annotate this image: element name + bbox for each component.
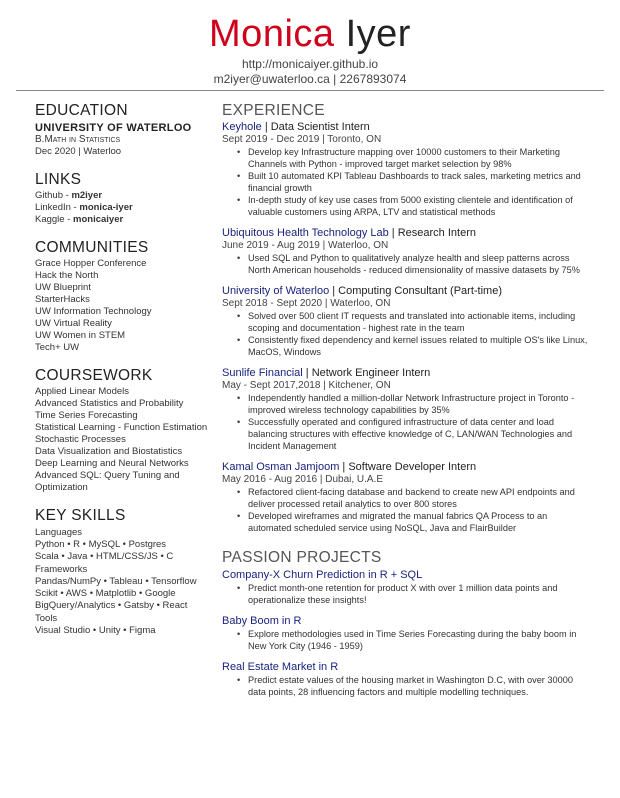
link-value: monica-iyer bbox=[79, 202, 133, 213]
project-entry bbox=[222, 660, 592, 698]
bullet-item: • Consistently fixed dependency and kernel issues related to multiple OS's like Linux, MacOS, Windows bbox=[248, 334, 592, 358]
section-title: COMMUNITIES bbox=[35, 239, 149, 256]
course-item: Time Series Forecasting bbox=[35, 410, 138, 421]
candidate-name bbox=[0, 12, 620, 56]
bullet-item: • Solved over 500 client IT requests and translated into actionable items, including scoping and documentation - highest rate in the team bbox=[248, 310, 592, 334]
skill-line: Scala • Java • HTML/CSS/JS • C bbox=[35, 551, 174, 562]
bullet-item: • Refactored client-facing database and backend to create new API endpoints and deliver processed retail analytics to over 800 stores bbox=[248, 486, 592, 510]
entry-dates-location: May - Sept 2017,2018 | Kitchener, ON bbox=[222, 380, 391, 391]
entry-dates-location: Sept 2019 - Dec 2019 | Toronto, ON bbox=[222, 134, 382, 145]
course-item: Data Visualization and Biostatistics bbox=[35, 446, 183, 457]
link-label: LinkedIn - bbox=[35, 202, 77, 213]
experience-entry bbox=[222, 121, 592, 218]
education-section bbox=[35, 101, 215, 158]
right-column bbox=[222, 101, 592, 706]
section-title: PASSION PROJECTS bbox=[222, 549, 382, 566]
link-item[interactable] bbox=[35, 190, 215, 202]
skill-line: Scikit • AWS • Matplotlib • Google bbox=[35, 588, 176, 599]
role-title: | Computing Consultant (Part-time) bbox=[329, 285, 502, 297]
community-item: UW Women in STEM bbox=[35, 330, 126, 341]
course-item: Optimization bbox=[35, 482, 88, 493]
link-label: Github - bbox=[35, 190, 69, 201]
link-value: monicaiyer bbox=[73, 214, 124, 225]
organization-name: Keyhole bbox=[222, 121, 262, 133]
section-title: KEY SKILLS bbox=[35, 507, 126, 524]
organization-name: University of Waterloo bbox=[222, 285, 330, 297]
bullet-item: • In-depth study of key use cases from 5000 existing clientele and identification of valuable customers using ARPA, LTV and statistical methods bbox=[248, 194, 592, 218]
section-title: COURSEWORK bbox=[35, 367, 153, 384]
bullet-list bbox=[222, 146, 592, 218]
experience-entry bbox=[222, 227, 592, 276]
course-item: Applied Linear Models bbox=[35, 386, 130, 397]
entry-title bbox=[222, 285, 592, 298]
bullet-item: • Explore methodologies used in Time Series Forecasting during the baby boom in New York City (1946 - 1959) bbox=[248, 628, 592, 652]
community-item: UW Virtual Reality bbox=[35, 318, 112, 329]
role-title: | Data Scientist Intern bbox=[261, 121, 370, 133]
experience-list bbox=[222, 121, 592, 534]
course-item: Stochastic Processes bbox=[35, 434, 126, 445]
coursework-list bbox=[35, 386, 215, 494]
skill-group-heading: Frameworks bbox=[35, 564, 88, 575]
skill-group-heading: Tools bbox=[35, 613, 58, 624]
left-column bbox=[35, 101, 215, 649]
organization-name: Sunlife Financial bbox=[222, 367, 303, 379]
bullet-item: • Developed wireframes and migrated the manual fabrics QA Process to an automated scheduled service using NoSQL, Java and FlairBuilder bbox=[248, 510, 592, 534]
header-divider bbox=[16, 90, 604, 91]
section-title: EXPERIENCE bbox=[222, 102, 325, 119]
entry-title bbox=[222, 461, 592, 474]
skills-list bbox=[35, 527, 215, 637]
degree: B.Math in Statistics bbox=[35, 134, 121, 145]
communities-list bbox=[35, 258, 215, 354]
community-item: Tech+ UW bbox=[35, 342, 80, 353]
bullet-list bbox=[222, 252, 592, 276]
entry-title bbox=[222, 227, 592, 240]
course-item: Advanced SQL: Query Tuning and bbox=[35, 470, 180, 481]
project-title: Company-X Churn Prediction in R + SQL bbox=[222, 569, 423, 581]
bullet-list bbox=[222, 392, 592, 452]
entry-title bbox=[222, 367, 592, 380]
community-item: Hack the North bbox=[35, 270, 99, 281]
bullet-list bbox=[222, 486, 592, 534]
role-title: | Network Engineer Intern bbox=[302, 367, 431, 379]
experience-entry bbox=[222, 461, 592, 534]
communities-section bbox=[35, 238, 215, 354]
resume-header bbox=[0, 12, 620, 86]
skill-line: BigQuery/Analytics • Gatsby • React bbox=[35, 600, 188, 611]
bullet-item: • Built 10 automated KPI Tableau Dashboards to track sales, marketing metrics and financial growth bbox=[248, 170, 592, 194]
project-title: Baby Boom in R bbox=[222, 615, 302, 627]
entry-dates-location: Sept 2018 - Sept 2020 | Waterloo, ON bbox=[222, 298, 391, 309]
section-title: LINKS bbox=[35, 171, 82, 188]
bullet-item: • Develop key Infrastructure mapping over 10000 customers to their Marketing Channels with Python - improved target market selection by 98% bbox=[248, 146, 592, 170]
bullet-item: • Successfully operated and configured infrastructure of data center and load balancing structures with effective knowledge of C, LAN/WAN Technologies and Incident Management bbox=[248, 416, 592, 452]
skill-group-heading: Languages bbox=[35, 527, 83, 538]
course-item: Deep Learning and Neural Networks bbox=[35, 458, 189, 469]
links-list bbox=[35, 190, 215, 226]
bullet-list bbox=[222, 582, 592, 606]
link-value: m2iyer bbox=[71, 190, 103, 201]
experience-entry bbox=[222, 367, 592, 452]
link-label: Kaggle - bbox=[35, 214, 71, 225]
project-entry bbox=[222, 614, 592, 652]
contact-line: m2iyer@uwaterloo.ca | 2267893074 bbox=[213, 72, 407, 86]
link-item[interactable] bbox=[35, 202, 215, 214]
community-item: StarterHacks bbox=[35, 294, 90, 305]
course-item: Statistical Learning - Function Estimation bbox=[35, 422, 208, 433]
community-item: UW Information Technology bbox=[35, 306, 152, 317]
role-title: | Research Intern bbox=[388, 227, 476, 239]
links-section bbox=[35, 170, 215, 226]
community-item: Grace Hopper Conference bbox=[35, 258, 147, 269]
experience-entry bbox=[222, 285, 592, 358]
organization-name: Kamal Osman Jamjoom bbox=[222, 461, 340, 473]
skill-line: Pandas/NumPy • Tableau • Tensorflow bbox=[35, 576, 197, 587]
bullet-item: • Predict month-one retention for product X with over 1 million data points and operationalize these insights! bbox=[248, 582, 592, 606]
coursework-section bbox=[35, 366, 215, 494]
link-item[interactable] bbox=[35, 214, 215, 226]
skills-section bbox=[35, 506, 215, 637]
role-title: | Software Developer Intern bbox=[339, 461, 477, 473]
community-item: UW Blueprint bbox=[35, 282, 91, 293]
school-name: UNIVERSITY OF WATERLOO bbox=[35, 122, 192, 134]
bullet-item: • Used SQL and Python to qualitatively analyze health and sleep patterns across North American households - reduced dimensionality of massive datasets by 75% bbox=[248, 252, 592, 276]
last-name: Iyer bbox=[345, 13, 411, 55]
bullet-item: • Predict estate values of the housing market in Washington D.C, with over 30000 data points, 28 influencing factors and multiple modelling techniques. bbox=[248, 674, 592, 698]
entry-dates-location: June 2019 - Aug 2019 | Waterloo, ON bbox=[222, 240, 389, 251]
skill-line: Visual Studio • Unity • Figma bbox=[35, 625, 156, 636]
entry-title bbox=[222, 121, 592, 134]
first-name: Monica bbox=[209, 13, 335, 55]
skill-line: Python • R • MySQL • Postgres bbox=[35, 539, 167, 550]
website-link[interactable]: http://monicaiyer.github.io bbox=[241, 57, 379, 71]
course-item: Advanced Statistics and Probability bbox=[35, 398, 184, 409]
project-title: Real Estate Market in R bbox=[222, 661, 339, 673]
projects-list bbox=[222, 568, 592, 698]
entry-dates-location: May 2016 - Aug 2016 | Dubai, U.A.E bbox=[222, 474, 384, 485]
bullet-item: • Independently handled a million-dollar Network Infrastructure project in Toronto - improved wireless technology capabilities by 35% bbox=[248, 392, 592, 416]
bullet-list bbox=[222, 628, 592, 652]
organization-name: Ubiquitous Health Technology Lab bbox=[222, 227, 389, 239]
education-date: Dec 2020 | Waterloo bbox=[35, 146, 122, 157]
project-entry bbox=[222, 568, 592, 606]
bullet-list bbox=[222, 310, 592, 358]
bullet-list bbox=[222, 674, 592, 698]
section-title: EDUCATION bbox=[35, 102, 128, 119]
